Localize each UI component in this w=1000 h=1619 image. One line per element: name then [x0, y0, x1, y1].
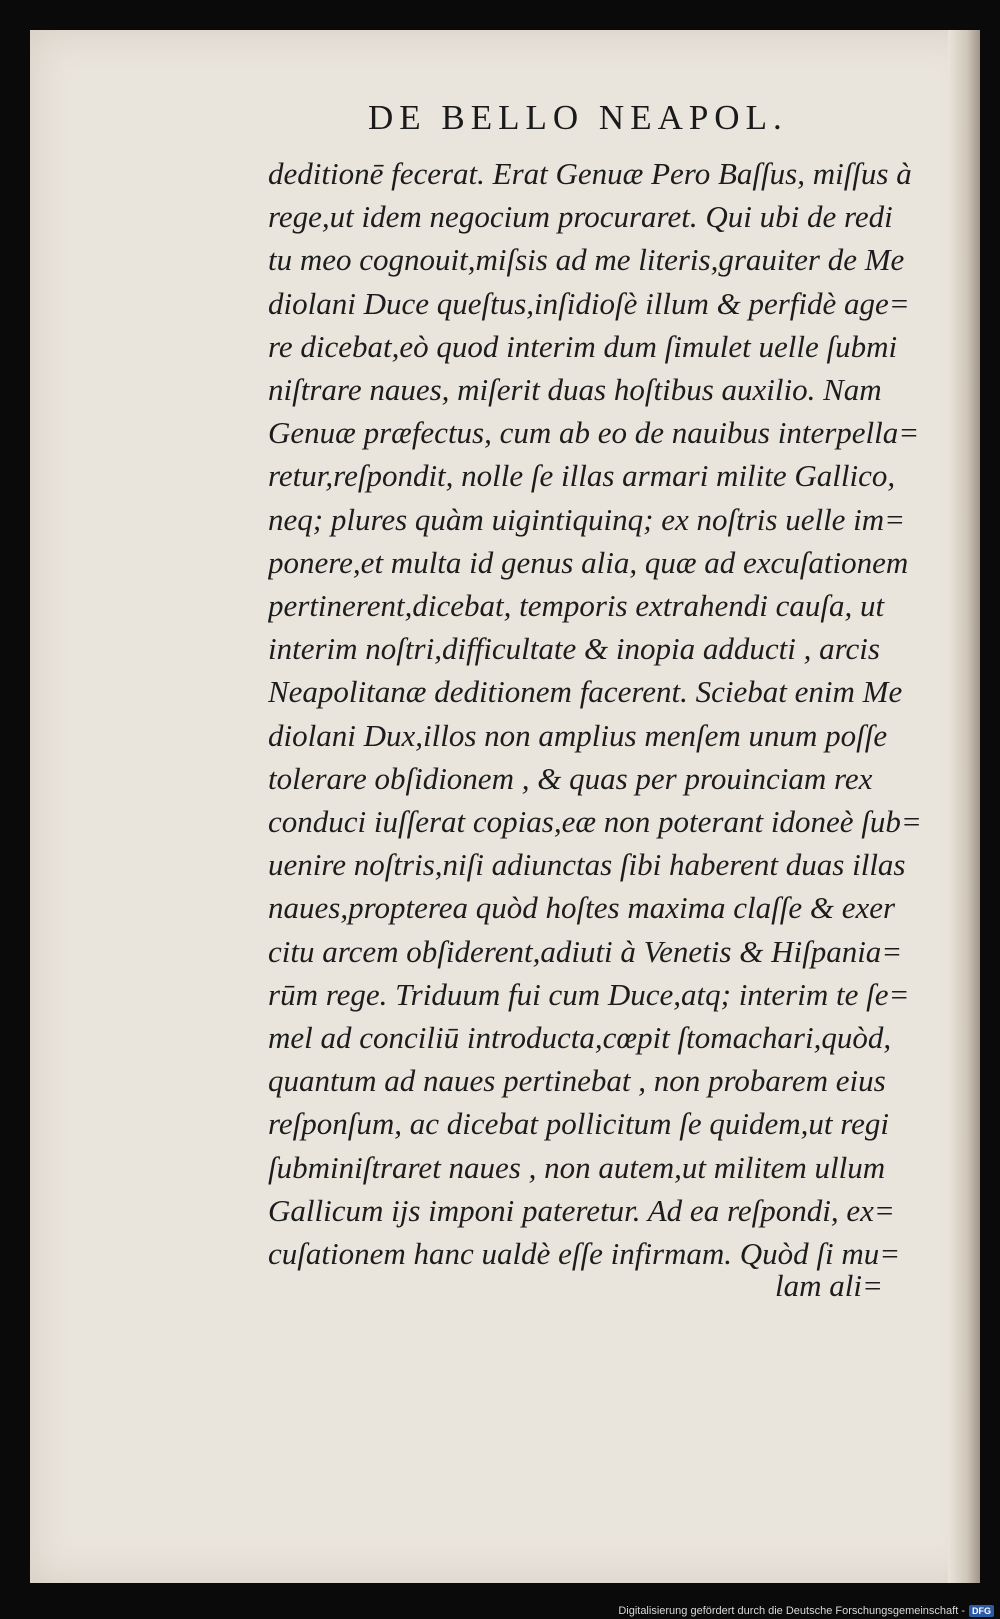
text-line: uenire noſtris,niſi adiunctas ſibi haberent duas illas	[268, 847, 906, 883]
text-line: ſubminiſtraret naues , non autem,ut militem ullum	[268, 1149, 886, 1185]
text-line: citu arcem obſiderent,adiuti à Venetis & Hiſpania=	[268, 933, 903, 969]
running-head: DE BELLO NEAPOL.	[368, 98, 788, 137]
text-line: deditionē fecerat. Erat Genuæ Pero Baſſus, miſſus à	[268, 156, 912, 191]
text-line: Neapolitanæ deditionem facerent. Sciebat enim Me	[268, 674, 903, 710]
text-line: reſponſum, ac dicebat pollicitum ſe quidem,ut regi	[268, 1106, 890, 1142]
text-line: interim noſtri,difficultate & inopia adducti , arcis	[268, 631, 880, 667]
text-line: retur,reſpondit, nolle ſe illas armari milite Gallico,	[268, 458, 896, 494]
text-line: diolani Dux,illos non amplius menſem unum poſſe	[268, 717, 888, 753]
text-line: ponere,et multa id genus alia, quæ ad excuſationem	[268, 544, 909, 580]
text-line: diolani Duce queſtus,inſidioſè illum & perfidè age=	[268, 285, 910, 321]
text-line: Genuæ præfectus, cum ab eo de nauibus interpella=	[268, 415, 920, 451]
text-line: conduci iuſſerat copias,eæ non poterant idoneè ſub=	[268, 804, 922, 840]
text-line: quantum ad naues pertinebat , non probarem eius	[268, 1063, 886, 1099]
text-line: mel ad conciliū introducta,cœpit ſtomachari,quòd,	[268, 1020, 892, 1056]
page-gutter	[948, 30, 980, 1583]
text-line: naues,propterea quòd hoſtes maxima claſſe & exer	[268, 890, 896, 926]
catchword: lam ali=	[775, 1268, 883, 1303]
text-line: tolerare obſidionem , & quas per prouinciam rex	[268, 760, 873, 796]
text-line: neq; plures quàm uigintiquinq; ex noſtris uelle im=	[268, 501, 906, 537]
body-text	[268, 152, 940, 1275]
digitization-credit	[618, 1605, 994, 1617]
credit-text: Digitalisierung gefördert durch die Deutsche Forschungsgemeinschaft -	[618, 1605, 965, 1617]
text-line: rege,ut idem negocium procuraret. Qui ubi de redi	[268, 199, 893, 235]
text-line: niſtrare naues, miſerit duas hoſtibus auxilio. Nam	[268, 372, 882, 408]
text-line: pertinerent,dicebat, temporis extrahendi cauſa, ut	[268, 588, 885, 624]
text-line: tu meo cognouit,miſsis ad me literis,grauiter de Me	[268, 242, 905, 278]
text-line: Gallicum ijs imponi pateretur. Ad ea reſpondi, ex=	[268, 1192, 895, 1228]
text-line: cuſationem hanc ualdè eſſe infirmam. Quòd ſi mu=	[268, 1236, 901, 1272]
text-line: re dicebat,eò quod interim dum ſimulet uelle ſubmi	[268, 328, 898, 364]
text-line: rūm rege. Triduum fui cum Duce,atq; interim te ſe=	[268, 976, 910, 1012]
dfg-logo: DFG	[969, 1605, 994, 1617]
